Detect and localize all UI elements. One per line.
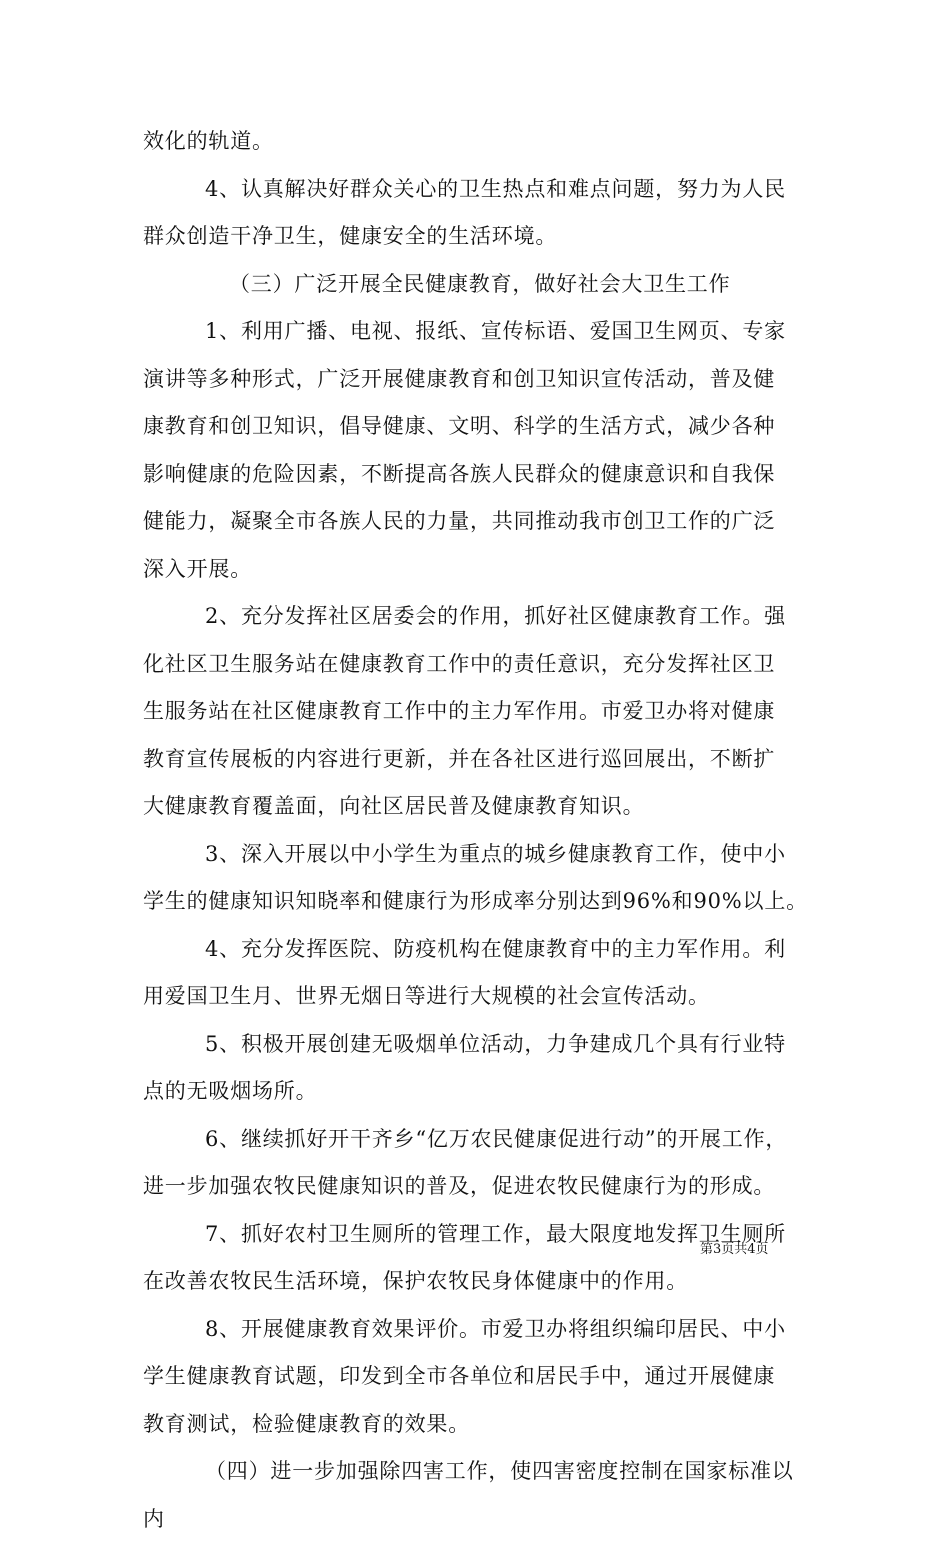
text-line: 进一步加强农牧民健康知识的普及，促进农牧民健康行为的形成。 (143, 1163, 811, 1211)
text-line: 6、继续抓好开干齐乡“亿万农民健康促进行动”的开展工作， (143, 1116, 811, 1164)
text-line: 2、充分发挥社区居委会的作用，抓好社区健康教育工作。强 (143, 593, 811, 641)
section-heading: （三）广泛开展全民健康教育，做好社会大卫生工作 (143, 261, 811, 309)
text-line: 教育宣传展板的内容进行更新，并在各社区进行巡回展出，不断扩 (143, 736, 811, 784)
text-line: 大健康教育覆盖面，向社区居民普及健康教育知识。 (143, 783, 811, 831)
text-line: 群众创造干净卫生，健康安全的生活环境。 (143, 213, 811, 261)
text-line: 内 (143, 1496, 811, 1543)
page-number-footer: 第3页共4页 (700, 1242, 769, 1258)
text-line: 生服务站在社区健康教育工作中的主力军作用。市爱卫办将对健康 (143, 688, 811, 736)
text-line: 8、开展健康教育效果评价。市爱卫办将组织编印居民、中小 (143, 1306, 811, 1354)
text-line: 效化的轨道。 (143, 118, 811, 166)
text-line: 学生的健康知识知晓率和健康行为形成率分别达到96%和90%以上。 (143, 878, 811, 926)
text-line: 深入开展。 (143, 546, 811, 594)
text-line: 在改善农牧民生活环境，保护农牧民身体健康中的作用。 (143, 1258, 811, 1306)
text-line: 4、充分发挥医院、防疫机构在健康教育中的主力军作用。利 (143, 926, 811, 974)
text-line: 学生健康教育试题，印发到全市各单位和居民手中，通过开展健康 (143, 1353, 811, 1401)
text-line: 教育测试，检验健康教育的效果。 (143, 1401, 811, 1449)
document-body (143, 118, 811, 1543)
text-line: 3、深入开展以中小学生为重点的城乡健康教育工作，使中小 (143, 831, 811, 879)
text-line: 演讲等多种形式，广泛开展健康教育和创卫知识宣传活动，普及健 (143, 356, 811, 404)
text-line: 健能力，凝聚全市各族人民的力量，共同推动我市创卫工作的广泛 (143, 498, 811, 546)
text-line: 4、认真解决好群众关心的卫生热点和难点问题，努力为人民 (143, 166, 811, 214)
text-line: 7、抓好农村卫生厕所的管理工作，最大限度地发挥卫生厕所 (143, 1211, 811, 1259)
text-line: 用爱国卫生月、世界无烟日等进行大规模的社会宣传活动。 (143, 973, 811, 1021)
section-heading: （四）进一步加强除四害工作，使四害密度控制在国家标准以 (143, 1448, 811, 1496)
text-line: 5、积极开展创建无吸烟单位活动，力争建成几个具有行业特 (143, 1021, 811, 1069)
text-line: 影响健康的危险因素，不断提高各族人民群众的健康意识和自我保 (143, 451, 811, 499)
text-line: 点的无吸烟场所。 (143, 1068, 811, 1116)
text-line: 化社区卫生服务站在健康教育工作中的责任意识，充分发挥社区卫 (143, 641, 811, 689)
text-line: 1、利用广播、电视、报纸、宣传标语、爱国卫生网页、专家 (143, 308, 811, 356)
text-line: 康教育和创卫知识，倡导健康、文明、科学的生活方式，减少各种 (143, 403, 811, 451)
